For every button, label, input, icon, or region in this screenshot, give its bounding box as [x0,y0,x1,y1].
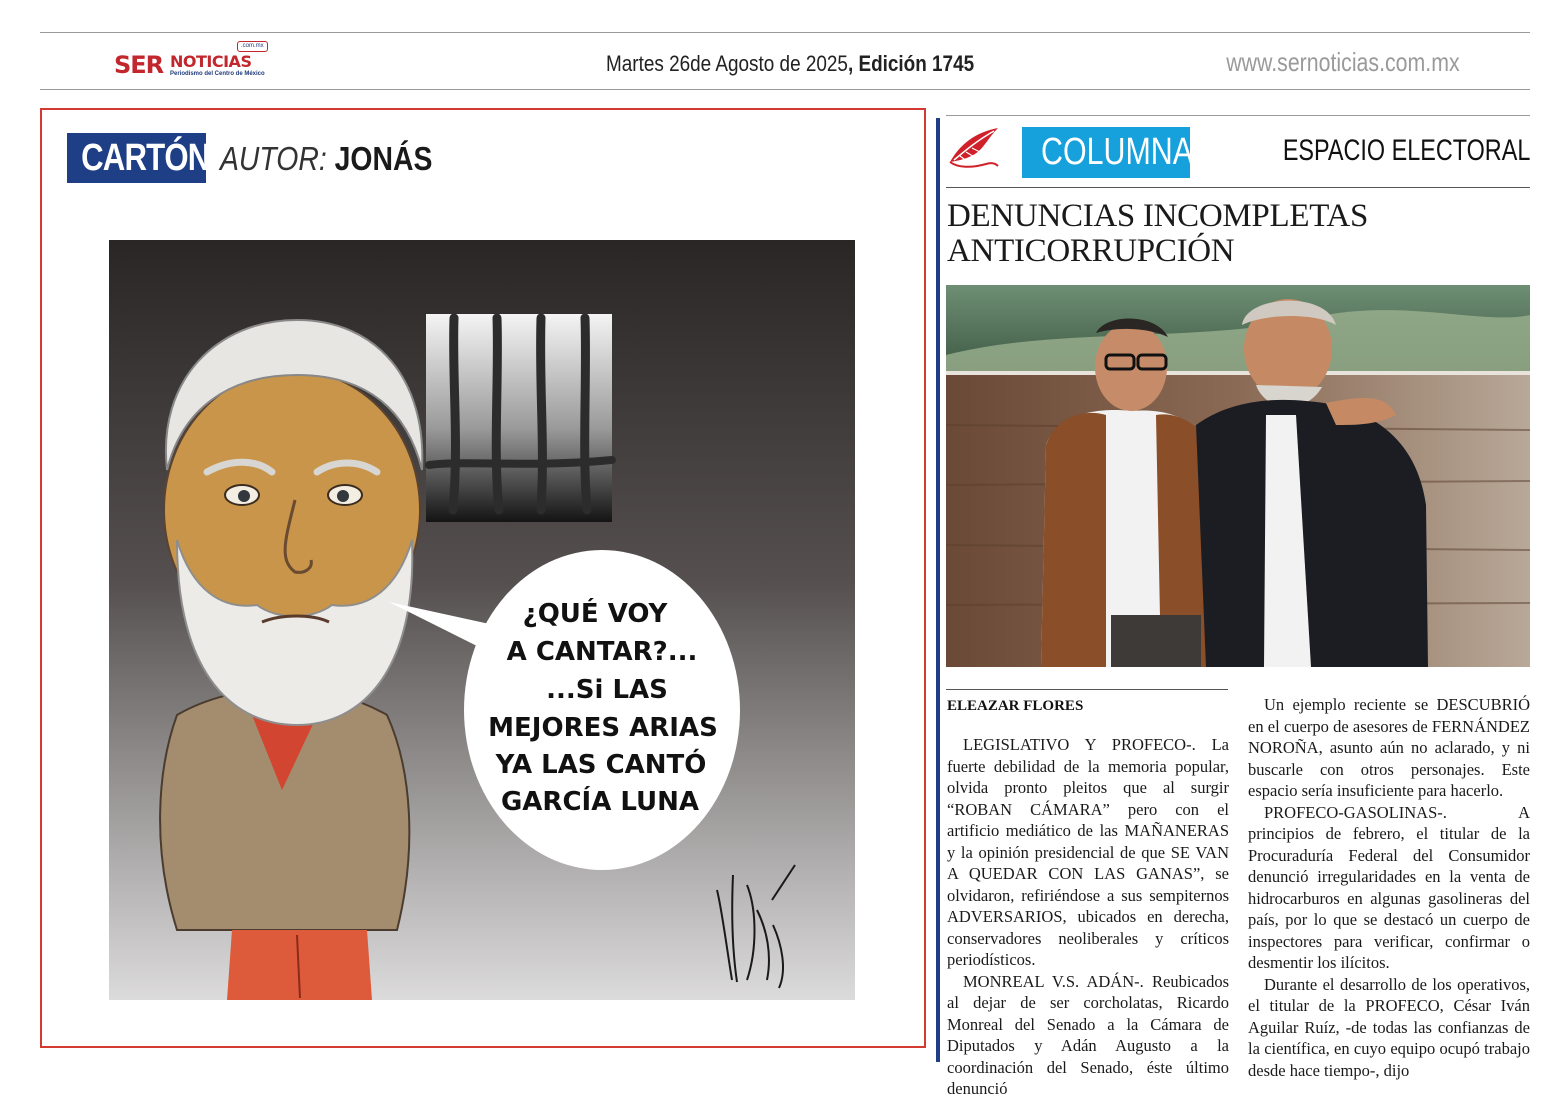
speech-line-5: YA LAS CANTÓ [495,750,707,780]
article-byline: ELEAZAR FLORES [947,698,1084,714]
carton-section-tag [67,133,210,183]
speech-line-1: ¿QUÉ VOY [522,599,668,629]
logo-domain-badge: .com.mx [237,41,268,52]
carton-section-label: CARTÓN [81,137,210,179]
article-paragraph: Durante el desarrollo de los operativos, el titular de la PROFECO, César Iván Aguilar Ruíz, -de todas las confianzas de la científica, en cuyo equipo ocupó trabajo desde hace tiempo-, dijo [1248,974,1530,1080]
quill-feather-icon [946,126,1002,170]
article-text-column-1 [947,734,1229,1100]
columna-section-tag [1022,127,1194,178]
article-paragraph: PROFECO-GASOLINAS-. A principios de febrero, el titular de la Procuraduría Federal del Consumidor denunció irregularidades en la venta de hidrocarburos en algunas gasolineras del país, por lo que se destacó un cuerpo de inspectores para verificar, confirmar o desmentir los ilícitos. [1248,802,1530,972]
column-side-bar [936,118,940,1062]
issue-dateline [606,51,974,77]
cartoon-author [220,140,432,178]
byline-rule [946,689,1228,690]
article-paragraph: MONREAL V.S. ADÁN-. Reubicados al dejar de ser corcholatas, Ricardo Monreal del Senado a la Cámara de Diputados y Adán Augusto a la coordinación del Senado, éste último denunció [947,971,1229,1098]
logo-tagline: Periodismo del Centro de México [170,71,265,77]
headline-line-1: DENUNCIAS INCOMPLETAS [947,198,1368,234]
logo-noticias-text: NOTICIAS [170,52,252,71]
column-name: ESPACIO ELECTORAL [1282,134,1530,167]
speech-line-2: A CANTAR?... [506,637,698,667]
logo-ser-text: SER [114,51,164,79]
cartoon-artwork [67,210,887,1035]
author-name: JONÁS [334,140,433,177]
article-photo[interactable] [946,285,1530,667]
headline-line-2: ANTICORRUPCIÓN [947,233,1235,269]
issue-edition: , Edición 1745 [847,51,975,76]
masthead [40,33,1530,90]
speech-line-3: ...Si LAS [546,675,668,705]
sernoticias-logo[interactable] [114,39,274,83]
article-headline[interactable] [947,199,1527,269]
speech-line-4: MEJORES ARIAS [488,713,718,743]
article-text-column-2 [1248,694,1530,1081]
cartoon-panel [40,108,926,1048]
author-prefix: AUTOR: [220,140,327,177]
issue-date: Martes 26de Agosto de 2025 [606,51,848,76]
article-paragraph: LEGISLATIVO Y PROFECO-. La fuerte debilidad de la memoria popular, olvida pronto pleitos que al surgir “ROBAN CÁMARA” pero con el artificio mediático de las MAÑANERAS y la opinión presidencial de que SE VAN A QUEDAR CON LAS GANAS”, se olvidaron, refiriéndose a sus sempiternos ADVERSARIOS, ubicados en derecha, conservadores neoliberales y críticos periodísticos. [947,735,1229,969]
speech-line-6: GARCÍA LUNA [500,787,700,817]
barred-window [426,314,612,522]
article-paragraph: Un ejemplo reciente se DESCUBRIÓ en el cuerpo de asesores de FERNÁNDEZ NOROÑA, asunto aún no aclarado, y ni buscarle con otros personajes. Este espacio sería insuficiente para hacerlo. [1248,695,1530,800]
column-header-bottom-rule [946,187,1530,188]
caricature-figure [160,320,422,1000]
columna-section-label: COLUMNA [1041,131,1194,173]
column-header-top-rule [946,115,1530,116]
site-url-link[interactable]: www.sernoticias.com.mx [1226,47,1460,77]
